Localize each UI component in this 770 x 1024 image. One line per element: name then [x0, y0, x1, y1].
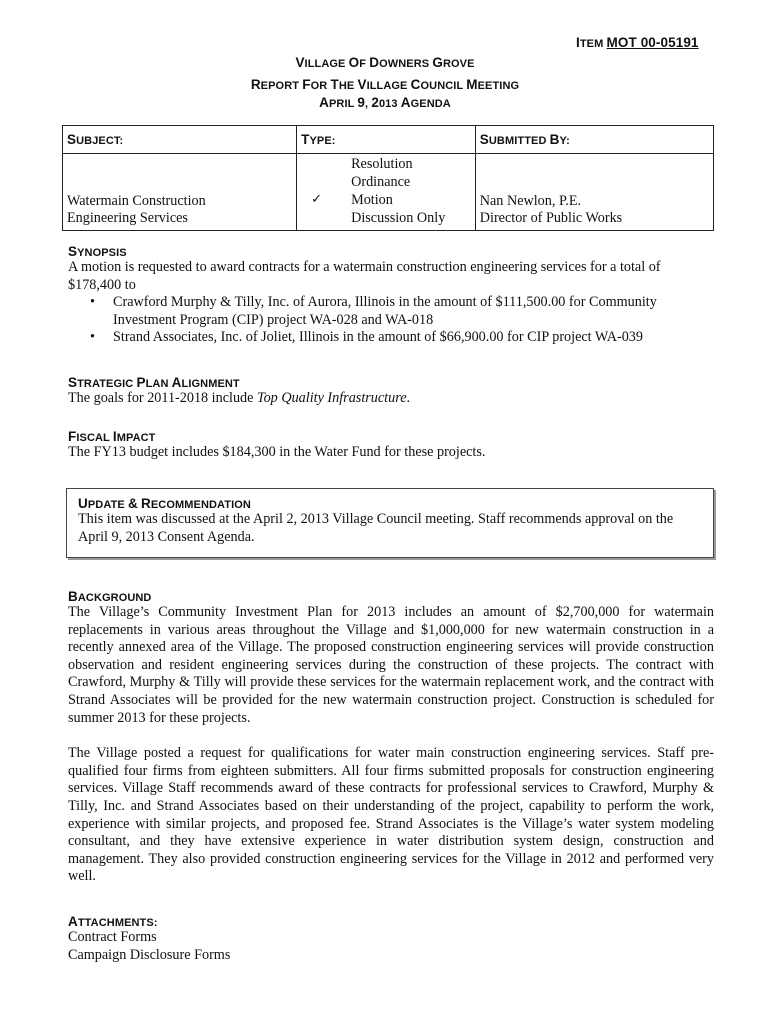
synopsis-bullet: • Strand Associates, Inc. of Joliet, Illinois in the amount of $66,900.00 for CIP project WA-039	[90, 329, 643, 346]
background-section	[68, 589, 714, 886]
strategic-plan-heading: STRATEGIC PLAN ALIGNMENT	[68, 375, 240, 390]
attachment-item: Contract Forms	[68, 929, 157, 945]
submitted-by-label: SUBMITTED BY:	[475, 126, 713, 154]
fiscal-impact-section	[68, 429, 714, 462]
subject-cell	[63, 154, 297, 231]
synopsis-section	[68, 244, 714, 347]
attachments-heading: ATTACHMENTS:	[68, 914, 158, 929]
type-option-resolution: Resolution	[351, 156, 413, 172]
strategic-plan-section	[68, 375, 714, 408]
checkmark-icon: ✓	[311, 192, 322, 207]
report-subtitle: REPORT FOR THE VILLAGE COUNCIL MEETING	[250, 77, 520, 92]
strategic-plan-text: The goals for 2011-2018 include Top Quality Infrastructure.	[68, 390, 411, 406]
update-text: This item was discussed at the April 2, 2013 Village Council meeting. Staff recommends approval on the April 9, 2013 Consent Agenda.	[78, 511, 674, 545]
synopsis-heading: SYNOPSIS	[68, 244, 127, 259]
synopsis-text: A motion is requested to award contracts for a watermain construction engineering services for a total of $178,400 to	[68, 259, 661, 293]
subject-label: SUBJECT:	[63, 126, 297, 154]
submitter-name: Nan Newlon, P.E.	[479, 192, 582, 209]
bullet-icon: •	[90, 329, 95, 346]
fiscal-impact-heading: FISCAL IMPACT	[68, 429, 156, 444]
meta-table	[62, 125, 714, 231]
submitted-by-cell	[475, 154, 713, 231]
update-heading: UPDATE & RECOMMENDATION	[78, 496, 251, 511]
bullet-icon: •	[90, 294, 95, 311]
type-option-ordinance: Ordinance	[351, 174, 411, 190]
subject-line: Watermain Construction	[67, 192, 206, 209]
agenda-date: APRIL 9, 2013 AGENDA	[319, 95, 451, 110]
type-option-discussion-only: Discussion Only	[351, 210, 446, 226]
item-number: ITEM MOT 00-05191	[576, 35, 699, 50]
fiscal-impact-text: The FY13 budget includes $184,300 in the Water Fund for these projects.	[68, 444, 486, 460]
synopsis-bullet: • Crawford Murphy & Tilly, Inc. of Aurora, Illinois in the amount of $111,500.00 for Community Investment Program (CIP) project WA-028 and WA-018	[90, 294, 657, 328]
document-title: VILLAGE OF DOWNERS GROVE	[295, 55, 475, 70]
background-heading: BACKGROUND	[68, 589, 152, 604]
type-label: TYPE:	[297, 126, 476, 154]
attachments-section	[68, 914, 714, 964]
type-option-motion: Motion	[351, 192, 393, 208]
background-paragraph: The Village posted a request for qualifications for water main construction engineering services. Staff pre-qualified four firms from eighteen submitters. All four firms submitted proposals for construction engineering services. Village Staff recommends award of these contracts for professional services to Crawford, Murphy & Tilly, Inc. and Strand Associates based on their understanding of the project, capability to perform the work, experience with similar projects, and proposed fee. Strand Associates is the Village’s water system modeling consultant, and they have extensive experience in water distribution system design, construction and management. They also provided construction engineering services for the Village in 2012 and performed very well.	[68, 745, 714, 885]
attachment-item: Campaign Disclosure Forms	[68, 946, 231, 963]
submitter-title: Director of Public Works	[479, 210, 623, 227]
update-recommendation-box	[66, 488, 714, 558]
item-number-value: MOT 00-05191	[606, 35, 699, 50]
type-cell	[297, 154, 476, 231]
subject-line: Engineering Services	[67, 210, 188, 227]
background-paragraph: The Village’s Community Investment Plan for 2013 includes an amount of $2,700,000 for watermain replacements in various areas throughout the Village and $1,000,000 for new watermain construction in a recently annexed area of the Village. The proposed construction engineering services will provide construction observation and resident engineering services during the construction of these projects. The contract with Crawford, Murphy & Tilly will provide these services for the watermain replacement work, and the contract with Strand Associates will be provided for the new watermain construction project. Construction is scheduled for summer 2013 for these projects.	[68, 604, 714, 726]
